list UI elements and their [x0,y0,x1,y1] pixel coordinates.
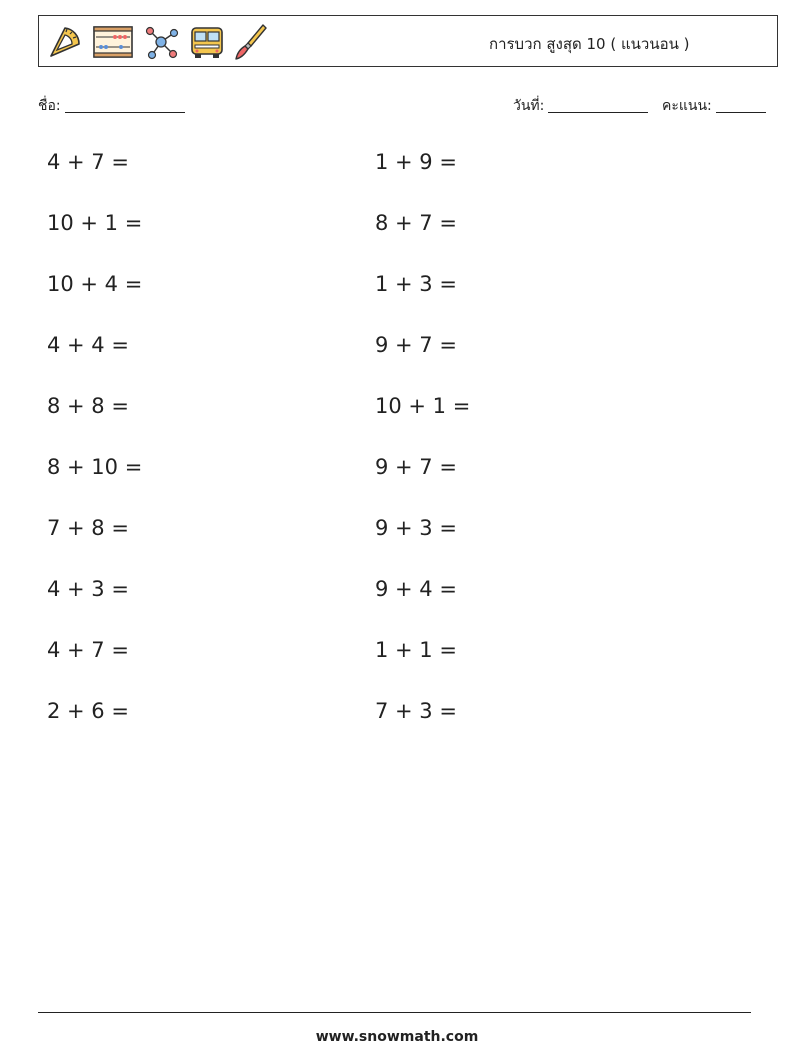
problem-item: 7 + 8 = [47,516,129,540]
problem-item: 10 + 1 = [47,211,143,235]
problem-item: 1 + 3 = [375,272,457,296]
problem-item: 4 + 7 = [47,150,129,174]
problem-item: 7 + 3 = [375,699,457,723]
paintbrush-icon [233,22,269,62]
problem-item: 8 + 8 = [47,394,129,418]
score-field [662,95,766,117]
problem-item: 4 + 4 = [47,333,129,357]
problem-item: 4 + 7 = [47,638,129,662]
school-bus-icon [187,22,227,62]
header-box [38,15,778,67]
problem-item: 8 + 7 = [375,211,457,235]
score-label: คะแนน: [662,98,712,114]
abacus-icon [91,22,135,62]
problem-item: 10 + 1 = [375,394,471,418]
problem-item: 2 + 6 = [47,699,129,723]
date-line[interactable] [548,98,648,113]
header-icons [45,20,269,64]
problem-item: 8 + 10 = [47,455,143,479]
problem-item: 4 + 3 = [47,577,129,601]
date-label: วันที่: [513,98,545,114]
name-field [38,95,185,117]
molecule-icon [141,22,181,62]
protractor-icon [45,22,85,62]
problem-item: 9 + 7 = [375,455,457,479]
name-line[interactable] [65,98,185,113]
page-title: การบวก สูงสุด 10 ( แนวนอน ) [489,35,690,53]
problem-item: 10 + 4 = [47,272,143,296]
problem-item: 1 + 9 = [375,150,457,174]
name-label: ชื่อ: [38,98,61,114]
footer-divider [38,1012,751,1013]
problem-item: 9 + 3 = [375,516,457,540]
problem-item: 9 + 4 = [375,577,457,601]
problem-item: 9 + 7 = [375,333,457,357]
footer-url: www.snowmath.com [315,1029,479,1045]
score-line[interactable] [716,98,766,113]
date-field [513,95,648,117]
problem-item: 1 + 1 = [375,638,457,662]
